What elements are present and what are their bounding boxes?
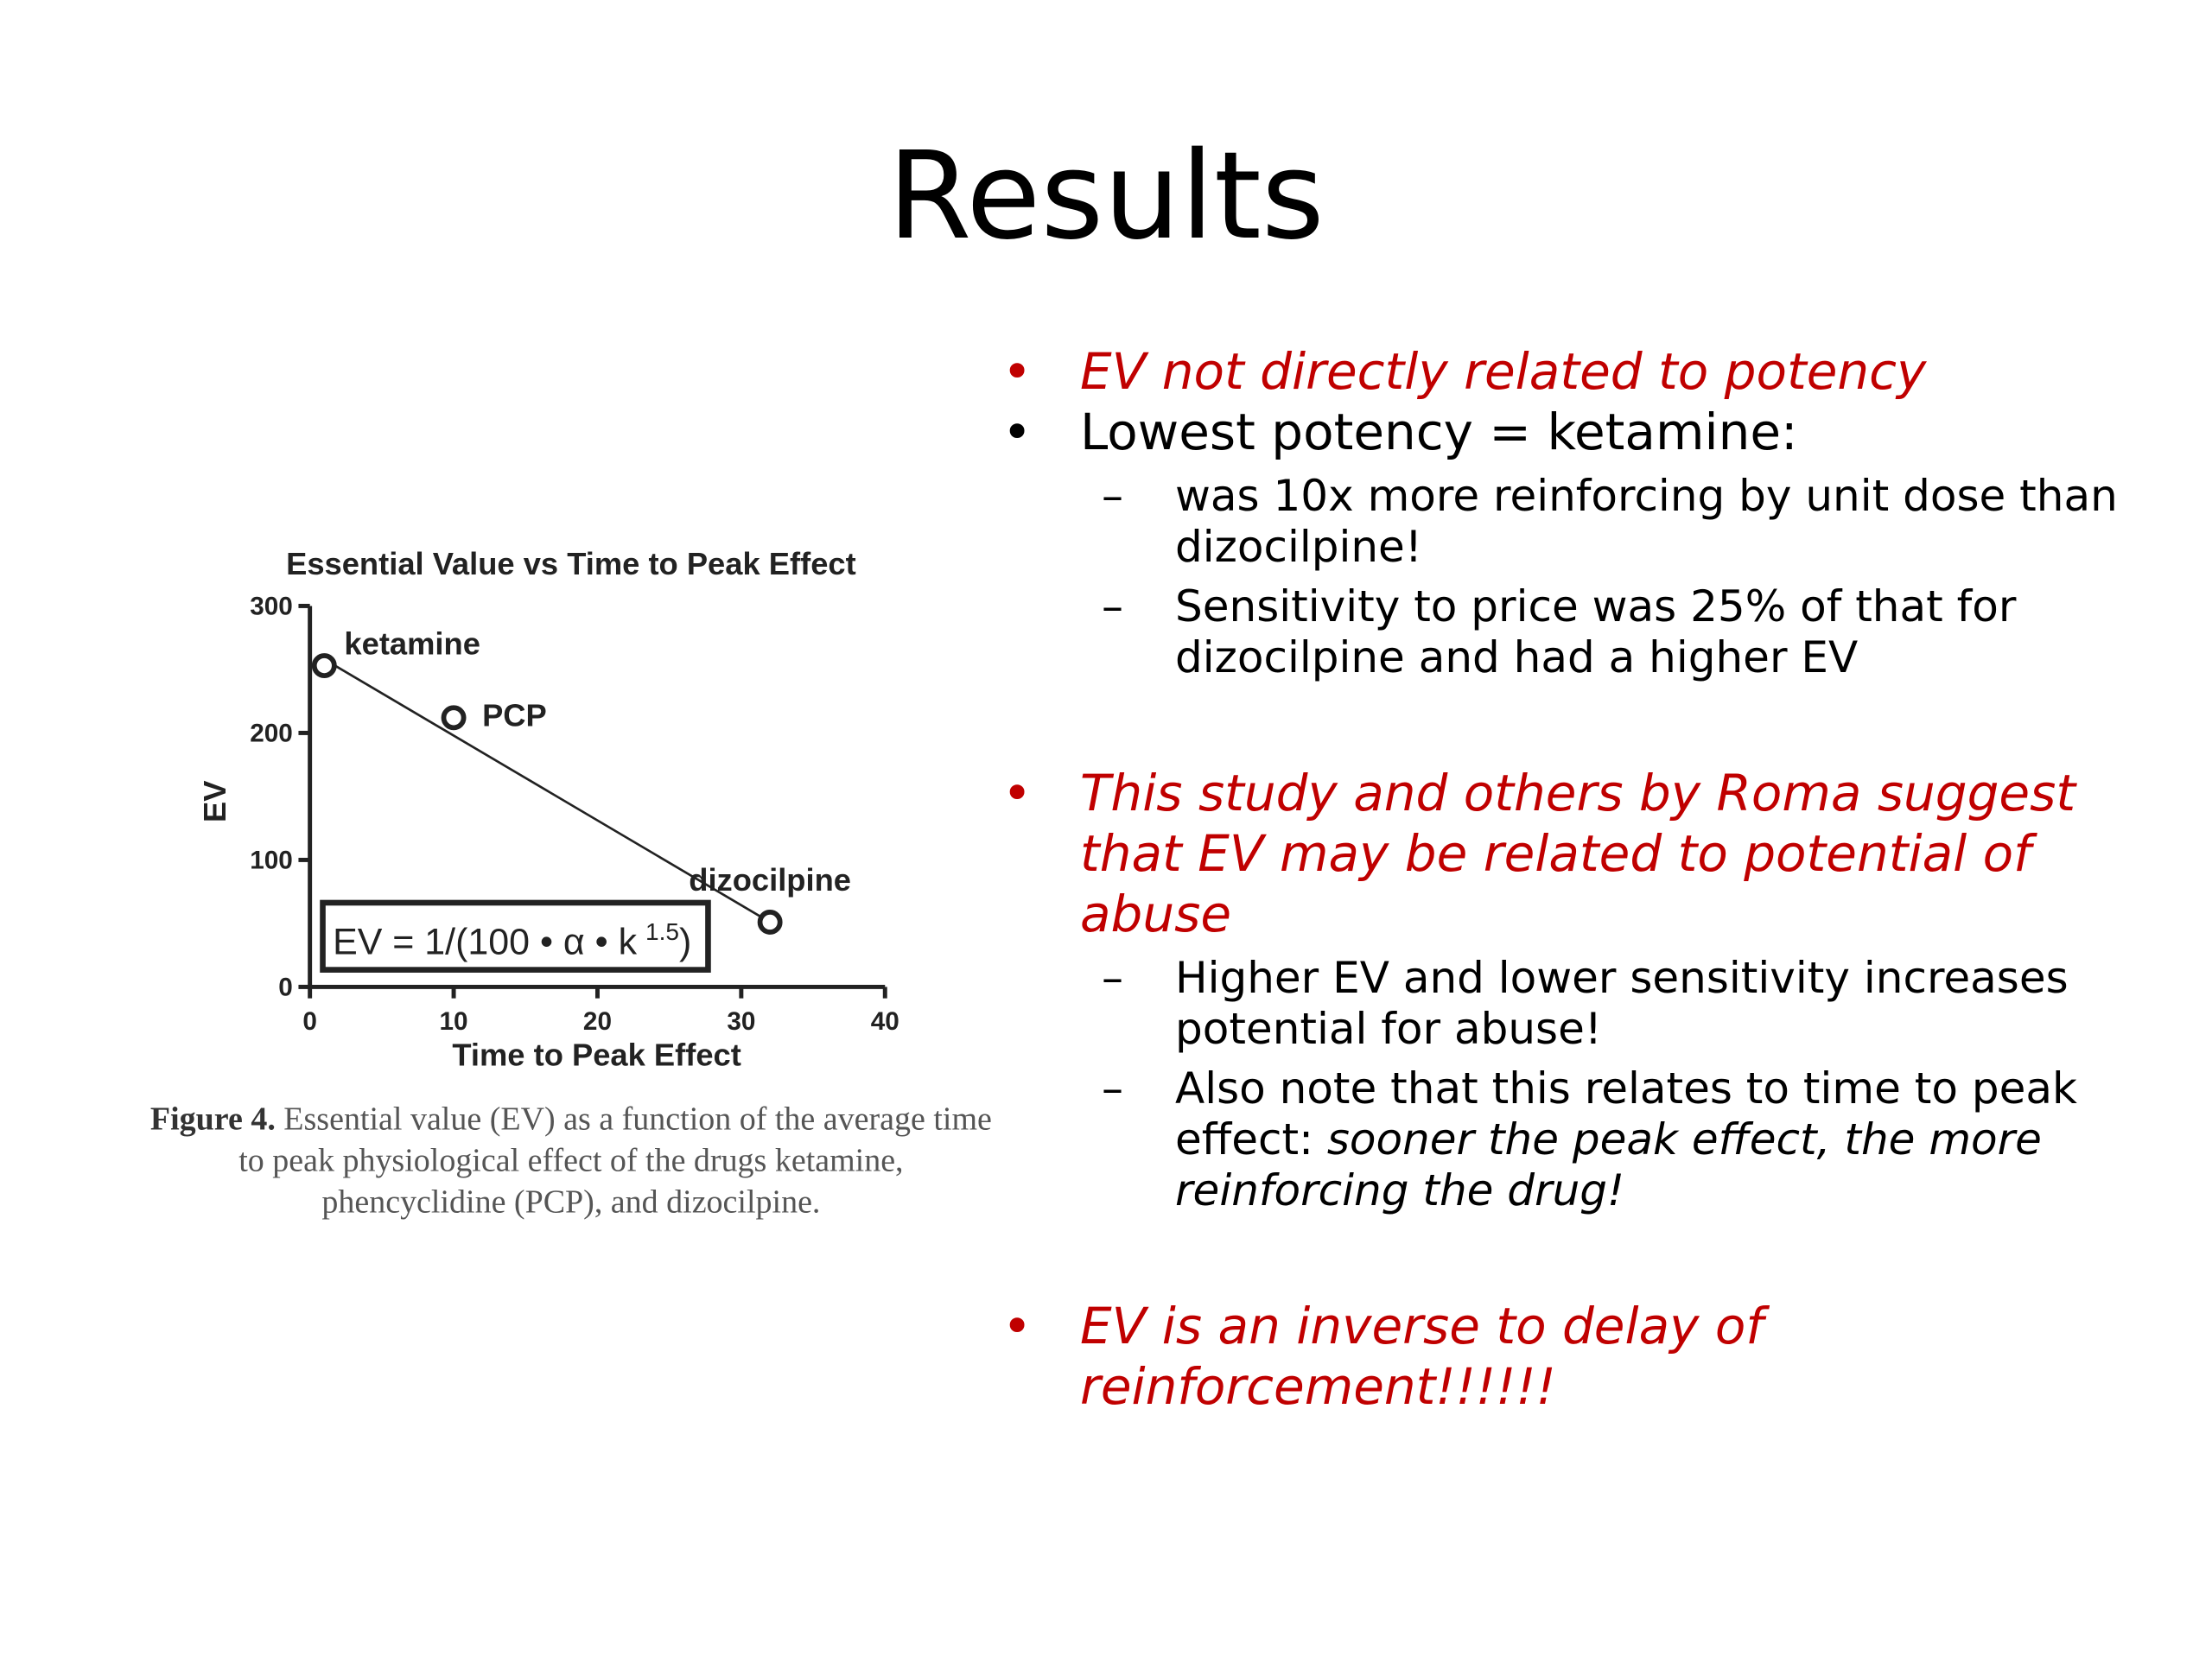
bullet-text: EV is an inverse to delay of reinforcement!!!!!! xyxy=(1080,1297,1764,1416)
formula-exponent: 1.5 xyxy=(645,918,679,946)
data-points xyxy=(314,626,850,933)
dash-marker: – xyxy=(1102,1063,1123,1114)
bullet-text: EV not directly related to potency xyxy=(1080,342,1927,401)
point-label-ketamine: ketamine xyxy=(344,625,480,662)
bullet-text: Lowest potency = ketamine: xyxy=(1080,403,1798,461)
formula-box xyxy=(322,903,708,970)
y-tick-label: 100 xyxy=(249,846,293,875)
x-tick-label: 40 xyxy=(870,1007,899,1037)
bullet-inverse-delay xyxy=(985,1296,2177,1417)
data-point-dizocilpine xyxy=(760,912,779,932)
bullet-ev-potency xyxy=(985,341,2177,402)
formula-suffix: ) xyxy=(678,921,692,963)
y-tick-label: 0 xyxy=(278,973,293,1002)
sub-bullet-text-plain: Also note that this relates to time to peak effect: xyxy=(1175,1063,2077,1164)
sub-bullet-abuse xyxy=(985,953,2177,1055)
sub-bullet-time-to-peak xyxy=(985,1063,2177,1216)
x-tick-label: 0 xyxy=(302,1007,317,1037)
slide-title: Results xyxy=(887,126,1325,267)
x-tick-label: 30 xyxy=(727,1007,756,1037)
bullet-roma-study xyxy=(985,763,2177,944)
caption-text: Essential value (EV) as a function of the average time to peak physiological effect of the drugs ketamine, phencyclidine (PCP), and dizocilpine. xyxy=(238,1101,992,1221)
bullet-list xyxy=(985,341,2177,1417)
y-tick-label: 200 xyxy=(249,719,293,748)
data-point-ketamine xyxy=(314,656,334,676)
point-label-dizocilpine: dizocilpine xyxy=(689,862,851,898)
data-point-pcp xyxy=(443,708,463,728)
sub-bullet-reinforcing xyxy=(985,471,2177,573)
bullet-text: This study and others by Roma suggest that EV may be related to potential of abuse xyxy=(1080,764,2076,943)
x-tick-label: 10 xyxy=(439,1007,468,1037)
sub-bullet-sensitivity xyxy=(985,581,2177,683)
x-tick-label: 20 xyxy=(582,1007,612,1037)
point-label-pcp: PCP xyxy=(481,698,547,734)
bullet-lowest-potency xyxy=(985,402,2177,462)
dash-marker: – xyxy=(1102,581,1123,631)
bullet-marker: • xyxy=(1002,342,1033,401)
sub-bullet-text: Sensitivity to price was 25% of that for dizocilpine and had a higher EV xyxy=(1175,581,2017,682)
x-axis-label: Time to Peak Effect xyxy=(452,1037,741,1073)
figure-caption xyxy=(143,1099,999,1223)
formula-prefix: EV = 1/(100 • α • k xyxy=(332,921,637,963)
bullet-marker: • xyxy=(1002,403,1033,461)
caption-label: Figure 4. xyxy=(149,1101,276,1138)
dash-marker: – xyxy=(1102,953,1123,1003)
sub-bullet-text: was 10x more reinforcing by unit dose than dizocilpine! xyxy=(1175,471,2118,572)
formula-text xyxy=(333,918,691,963)
bullet-marker: • xyxy=(1002,764,1033,822)
dash-marker: – xyxy=(1102,471,1123,521)
sub-bullet-text: Higher EV and lower sensitivity increases potential for abuse! xyxy=(1175,953,2069,1054)
bullet-marker: • xyxy=(1002,1297,1033,1355)
sub-bullet-text-italic: sooner the peak effect, the more reinforcing the drug! xyxy=(1175,1114,2042,1215)
y-tick-label: 300 xyxy=(249,592,293,621)
chart-title: Essential Value vs Time to Peak Effect xyxy=(285,546,856,582)
y-axis-label: EV xyxy=(196,780,232,823)
chart-root xyxy=(197,547,899,1073)
